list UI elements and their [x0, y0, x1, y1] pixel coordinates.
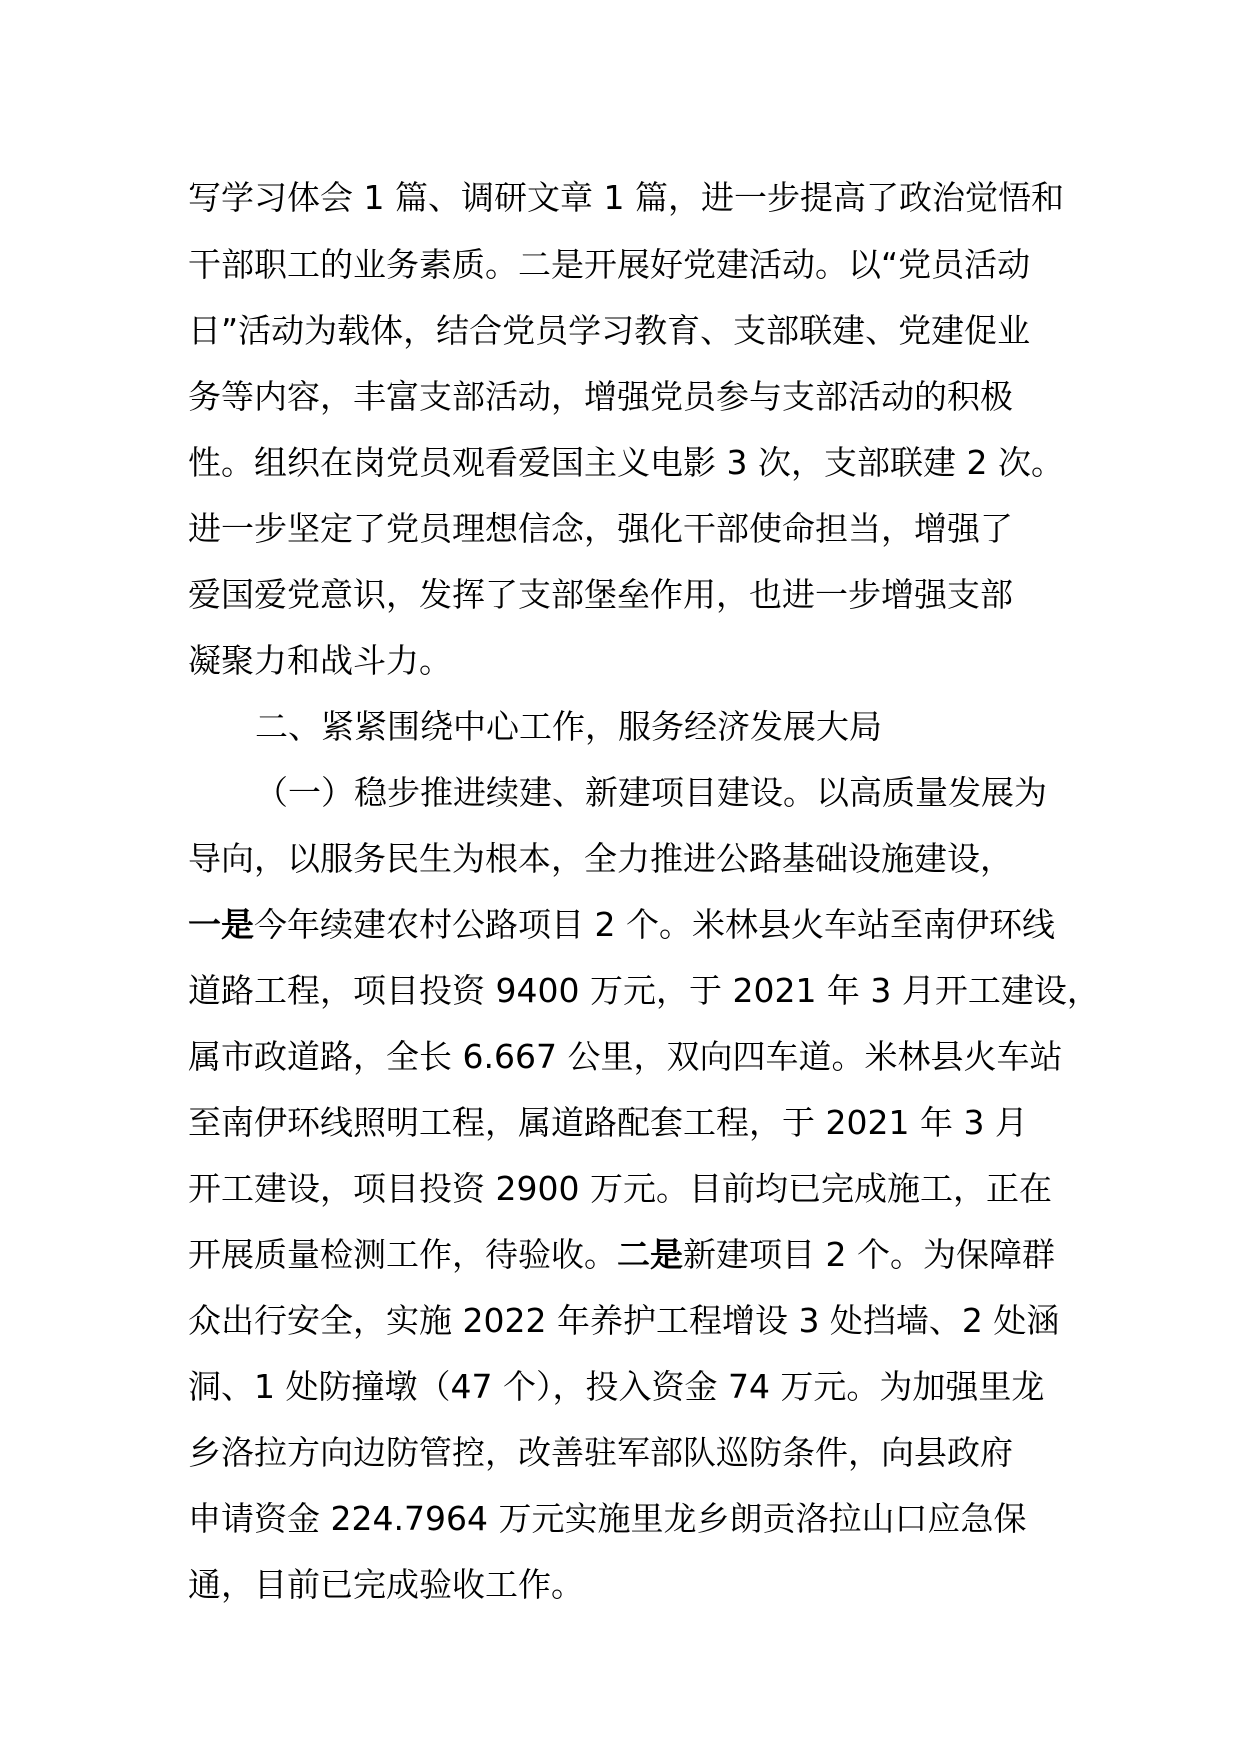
paragraph-line: 性。组织在岗党员观看爱国主义电影 3 次，支部联建 2 次。 — [188, 443, 1064, 482]
paragraph-line: 通，目前已完成验收工作。 — [188, 1565, 584, 1604]
paragraph-line: 道路工程，项目投资 9400 万元，于 2021 年 3 月开工建设， — [188, 971, 1100, 1010]
paragraph-line: 务等内容，丰富支部活动，增强党员参与支部活动的积极 — [188, 377, 1013, 416]
paragraph-line: 干部职工的业务素质。二是开展好党建活动。以“党员活动 — [188, 245, 1031, 284]
paragraph-line: 乡洛拉方向边防管控，改善驻军部队巡防条件，向县政府 — [188, 1433, 1013, 1472]
paragraph-line: 爱国爱党意识，发挥了支部堡垒作用，也进一步增强支部 — [188, 575, 1013, 614]
paragraph-text: 新建项目 2 个。为保障群 — [683, 1235, 1055, 1274]
paragraph-line: 众出行安全，实施 2022 年养护工程增设 3 处挡墙、2 处涵 — [188, 1301, 1060, 1340]
paragraph-line: 申请资金 224.7964 万元实施里龙乡朗贡洛拉山口应急保 — [188, 1499, 1027, 1538]
paragraph-line: 开工建设，项目投资 2900 万元。目前均已完成施工，正在 — [188, 1169, 1052, 1208]
paragraph-text: 开展质量检测工作，待验收。 — [188, 1235, 617, 1274]
section-heading: 二、紧紧围绕中心工作，服务经济发展大局 — [255, 707, 882, 746]
paragraph-line: 进一步坚定了党员理想信念，强化干部使命担当，增强了 — [188, 509, 1013, 548]
paragraph-line: 属市政道路，全长 6.667 公里，双向四车道。米林县火车站 — [188, 1037, 1063, 1076]
paragraph-line: 凝聚力和战斗力。 — [188, 641, 452, 680]
paragraph-line: 写学习体会 1 篇、调研文章 1 篇，进一步提高了政治觉悟和 — [188, 178, 1064, 217]
bold-marker: 一是 — [188, 905, 254, 944]
bold-marker: 二是 — [617, 1235, 683, 1274]
paragraph-line: 洞、1 处防撞墩（47 个），投入资金 74 万元。为加强里龙 — [188, 1367, 1045, 1406]
subsection-heading-line: （一）稳步推进续建、新建项目建设。以高质量发展为 — [255, 773, 1047, 812]
paragraph-line — [188, 892, 1055, 958]
paragraph-line: 至南伊环线照明工程，属道路配套工程，于 2021 年 3 月 — [188, 1103, 1028, 1142]
paragraph-line: 导向，以服务民生为根本，全力推进公路基础设施建设， — [188, 839, 1013, 878]
paragraph-line — [188, 1222, 1055, 1288]
paragraph-text: 今年续建农村公路项目 2 个。米林县火车站至南伊环线 — [254, 905, 1055, 944]
paragraph-line: 日”活动为载体，结合党员学习教育、支部联建、党建促业 — [188, 311, 1031, 350]
